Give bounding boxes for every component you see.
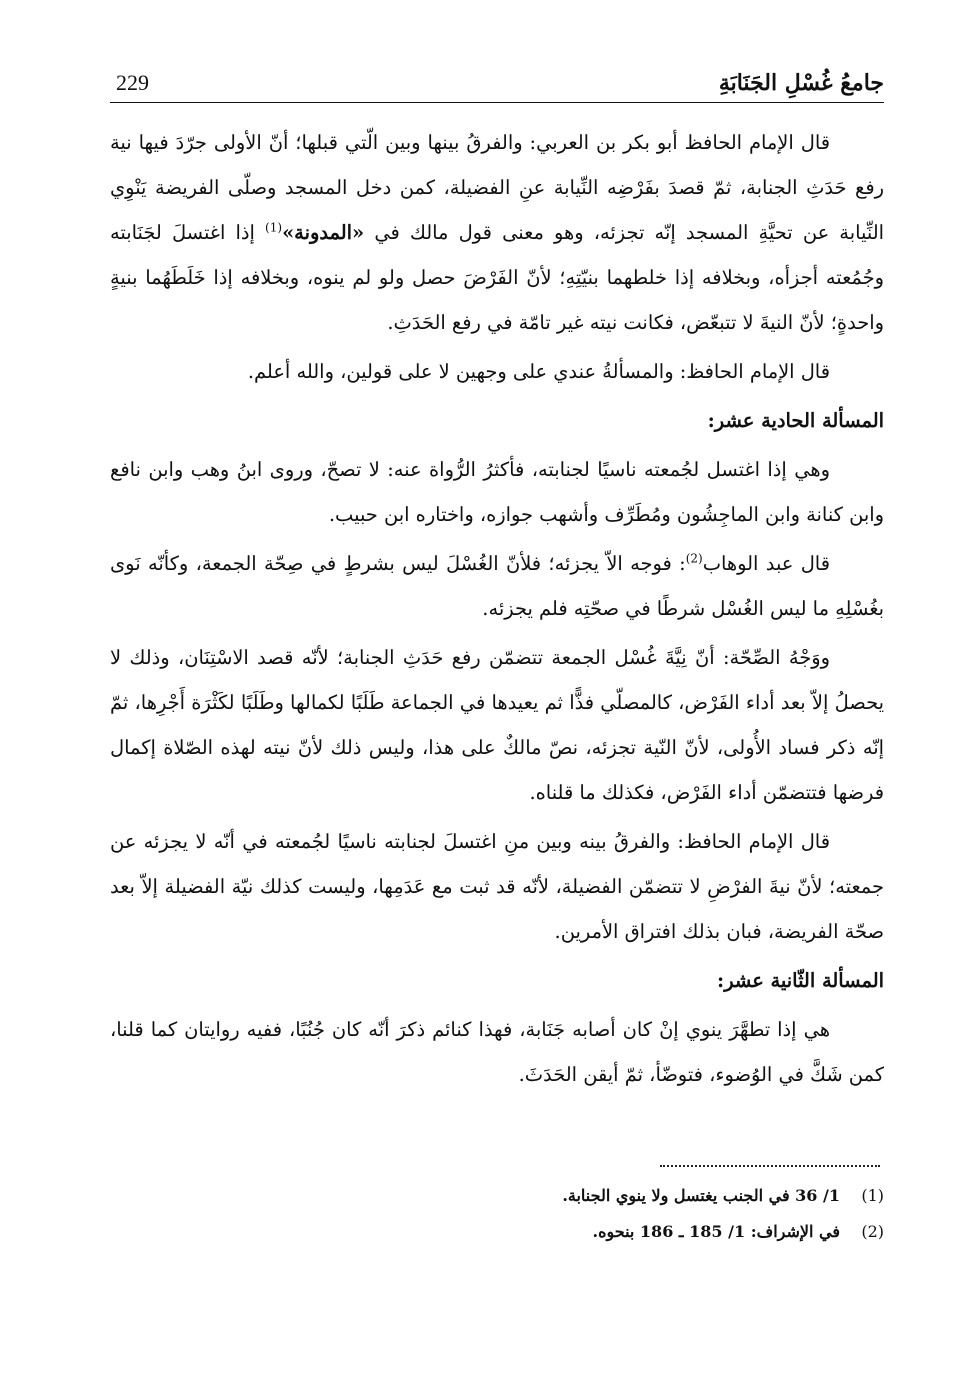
heading-issue-eleven: المسألة الحادية عشر: xyxy=(707,409,884,432)
paragraph-validity: ووَجْهُ الصِّحّة: أنّ نِيَّةَ غُسْل الجمعة تتضمّن رفع حَدَثِ الجنابة؛ لأنّه قصد الاسْتِنَان، وذلك لا يحصلُ إلاّ بعد أداء الفَرْض، كالمصلّي فذًّا ثم يعيدها في الجماعة طَلَبًا لكمالها وطَلَبًا لكَثْرَة أَجْرِها، ثمّ إنّه ذكر فساد الأُولى، لأنّ النّية تجزئه، نصّ مالكٌ على هذا، وليس ذلك لأنّ نيته لهذه الصّلاة إكمال فرضها فتتضمّن أداء الفَرْض، فكذلك ما قلناه. xyxy=(110,646,884,804)
footnote-text: 1/ 36 في الجنب يغتسل ولا ينوي الجنابة. xyxy=(562,1186,840,1205)
footnote-ref-2[interactable]: (2) xyxy=(685,551,703,566)
paragraph-ibn-arabi-difference xyxy=(110,120,884,345)
paragraph-hafiz-opinion: قال الإمام الحافظ: والمسألةُ عندي على وجهين لا على قولين، والله أعلم. xyxy=(247,360,830,383)
footnote-text: في الإشراف: 1/ 185 ـ 186 بنحوه. xyxy=(592,1222,840,1241)
paragraph-issue-eleven: وهي إذا اغتسل لجُمعته ناسيًا لجنابته، فأكثرُ الرُّواة عنه: لا تصحّ، وروى ابنُ وهب وابن نافع وابن كنانة وابن الماجِشُون ومُطَرِّف وأشهب جوازه، واختاره ابن حبيب. xyxy=(110,458,884,526)
paragraph-issue-twelve: هي إذا تطهَّرَ ينوي إنْ كان أصابه جَنَابة، فهذا كنائم ذكرَ أنّه كان جُنُبًا، ففيه روايتان كما قلنا، كمن شَكَّ في الوُضوء، فتوضّأ، ثمّ أيقن الحَدَثَ. xyxy=(110,1018,884,1086)
page-header xyxy=(110,68,884,103)
paragraph-text: : فوجه الاّ يجزئه؛ فلأنّ الغُسْلَ ليس بشرطٍ في صِحّة الجمعة، وكأنّه نَوى بغُسْلِهِ ما ليس الغُسْل شرطًا في صحّتِه فلم يجزئه. xyxy=(110,552,884,620)
paragraph-abd-al-wahhab xyxy=(110,541,884,631)
footnotes xyxy=(110,1178,884,1250)
footnote-number: (1) xyxy=(861,1186,884,1205)
heading-issue-twelve: المسألة الثّانية عشر: xyxy=(717,969,884,992)
footnote-ref-1[interactable]: (1) xyxy=(265,220,283,235)
paragraph-text: قال عبد الوهاب xyxy=(702,552,830,575)
running-title: جامعُ غُسْلِ الجَنَابَةِ xyxy=(718,70,884,96)
paragraph-text: قال الإمام الحافظ أبو بكر بن العربي: والفرقُ بينها وبين الّتي قبلها؛ أنّ الأولى جرّدَ فيها نية رفع حَدَثِ الجنابة، ثمّ قصدَ بفَرْضِه النِّيابة عنِ الفضيلة، كمن دخل المسجد وصلّى الفريضة يَنْوِي النِّيابة عن تحيَّةِ المسجد إنّه تجزئه، وهو معنى قول مالك في xyxy=(110,131,884,244)
footnote-2 xyxy=(110,1214,884,1250)
paragraph-hafiz-difference: قال الإمام الحافظ: والفرقُ بينه وبين منِ اغتسلَ لجنابته ناسيًا لجُمعته في أنّه لا يجزئه عن جمعته؛ لأنّ نيةَ الفرْضِ لا تتضمّن الفضيلة، لأنّه قد ثبت مع عَدَمِها، وليست كذلك نيّة الفضيلة إلاّ بعد صحّة الفريضة، فبان بذلك افتراق الأمرين. xyxy=(110,830,884,943)
footnote-1 xyxy=(110,1178,884,1214)
paragraph-text: إذا اغتسلَ لجَنَابته وجُمُعته أجزأه، وبخلافه إذا خلطهما بنيّتِهِ؛ لأنّ الفَرْضَ حصل ولو لم ينوه، وبخلافه إذا خَلَطَهُما بنيةٍ واحدةٍ؛ لأنّ النيةَ لا تتبعّض، فكانت نيته غير تامّة في رفع الحَدَثِ. xyxy=(110,221,884,334)
body-text xyxy=(110,120,884,1097)
footnote-number: (2) xyxy=(861,1222,884,1241)
footnote-separator xyxy=(660,1159,880,1167)
page-number: 229 xyxy=(116,70,149,95)
book-title-mudawwana: «المدونة» xyxy=(282,221,365,244)
